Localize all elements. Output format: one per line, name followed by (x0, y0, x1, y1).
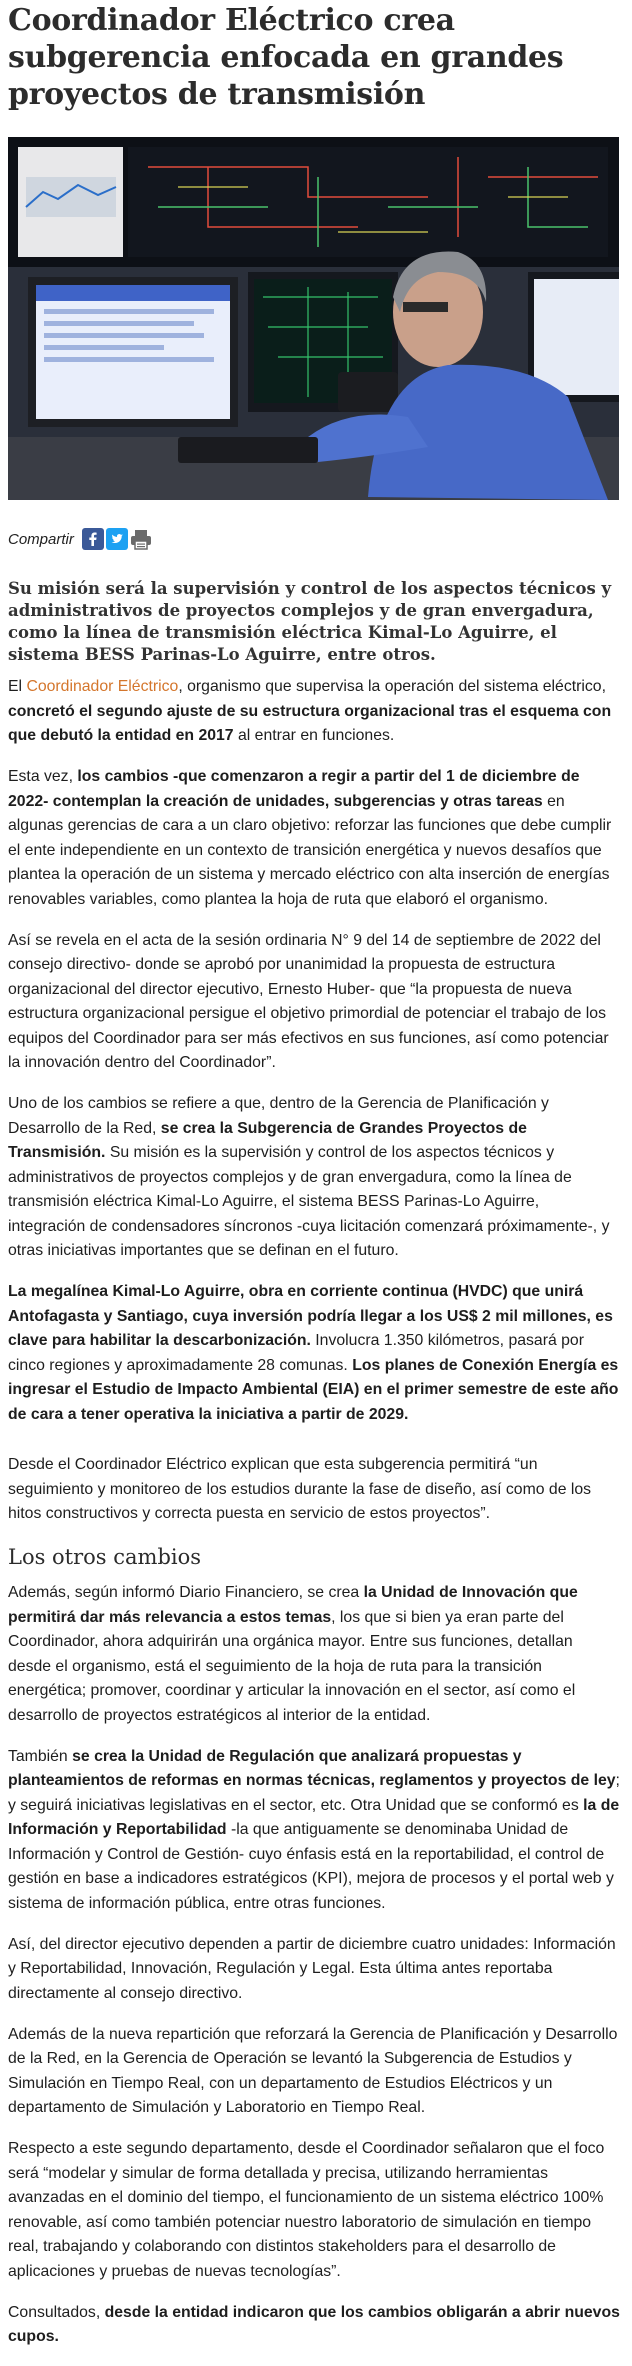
hero-image (8, 137, 619, 500)
paragraph: Respecto a este segundo departamento, desde el Coordinador señalaron que el foco será “modelar y simular de forma detallada y precisa, utilizando herramientas avanzadas en el dominio del tiempo, el funcionamiento de un sistema eléctrico 100% renovable, así como también potenciar nuestro laboratorio de simulación en tiempo real, trabajando y colaborando con distintos stakeholders para el desarrollo de aplicaciones y pruebas de nuevas tecnologías”. (8, 2140, 605, 2280)
paragraph: Así se revela en el acta de la sesión ordinaria N° 9 del 14 de septiembre de 2022 del consejo directivo- donde se aprobó por unanimidad la propuesta de estructura organizacional del director ejecutivo, Ernesto Huber- que “la propuesta de nueva estructura organizacional persigue el objetivo primordial de potenciar el trabajo de los equipos del Coordinador para ser más efectivos en sus funciones, así como potenciar la innovación dentro del Coordinador”. (8, 931, 609, 1071)
share-label: Compartir (8, 530, 74, 548)
article-lede: Su misión será la supervisión y control de los aspectos técnicos y administrativos de proyectos complejos y de gran envergadura, como la línea de transmisión eléctrica Kimal-Lo Aguirre, el sistema BESS Parinas-Lo Aguirre, entre otros. (8, 579, 612, 664)
paragraph: El Coordinador Eléctrico, organismo que supervisa la operación del sistema eléctrico, concretó el segundo ajuste de su estructura organizacional tras el esquema con que debutó la entidad en 2017 al entrar en funciones. (8, 678, 612, 744)
facebook-icon[interactable] (82, 528, 104, 550)
article-title: Coordinador Eléctrico crea subgerencia enfocada en grandes proyectos de transmisión (8, 3, 564, 112)
paragraph: Uno de los cambios se refiere a que, dentro de la Gerencia de Planificación y Desarrollo de la Red, se crea la Subgerencia de Grandes Proyectos de Transmisión. Su misión es la supervisión y control de los aspectos técnicos y administrativos de proyectos complejos y de gran envergadura, como la línea de transmisión eléctrica Kimal-Lo Aguirre, el sistema BESS Parinas-Lo Aguirre, integración de condensadores síncronos -cuya licitación comenzará próximamente-, y otras iniciativas importantes que se definan en el futuro. (8, 1095, 610, 1259)
article-body (8, 675, 620, 2366)
paragraph: Consultados, desde la entidad indicaron que los cambios obligarán a abrir nuevos cupos. (8, 2303, 620, 2345)
section-title: Los otros cambios (8, 1545, 202, 1569)
paragraph: Desde el Coordinador Eléctrico explican que esta subgerencia permitirá “un seguimiento y monitoreo de los estudios durante la fase de diseño, así como de los hitos constructivos y correcta puesta en servicio de estos proyectos”. (8, 1456, 592, 1522)
paragraph: Así, del director ejecutivo dependen a partir de diciembre cuatro unidades: Información y Reportabilidad, Innovación, Regulación y Legal. Esta última antes reportaba directamente al consejo directivo. (8, 1935, 616, 2002)
paragraph: Esta vez, los cambios -que comenzaron a regir a partir del 1 de diciembre de 2022- contemplan la creación de unidades, subgerencias y otras tareas en algunas gerencias de cara a un claro objetivo: reforzar las funciones que debe cumplir el ente independiente en un contexto de transición energética y nuevos desafíos que plantea la operación de un sistema y mercado eléctrico con alta inserción de energías renovables variables, como plantea la hoja de ruta que elaboró el organismo. (8, 768, 612, 908)
coordinador-link[interactable]: Coordinador Eléctrico (26, 678, 179, 695)
paragraph: La megalínea Kimal-Lo Aguirre, obra en corriente continua (HVDC) que unirá Antofagasta y Santiago, cuya inversión podría llegar a los US$ 2 mil millones, es clave para habilitar la descarbonización. Involucra 1.350 kilómetros, pasará por cinco regiones y aproximadamente 28 comunas. Los planes de Conexión Energía es ingresar el Estudio de Impacto Ambiental (EIA) en el primer semestre de este año de cara a tener operativa la iniciativa a partir de 2029. (8, 1283, 619, 1423)
print-icon[interactable] (130, 528, 152, 550)
paragraph: Además de la nueva repartición que reforzará la Gerencia de Planificación y Desarrollo de la Red, en la Gerencia de Operación se levantó la Subgerencia de Estudios y Simulación en Tiempo Real, con un departamento de Estudios Eléctricos y un departamento de Simulación y Laboratorio en Tiempo Real. (8, 2025, 618, 2116)
paragraph: Además, según informó Diario Financiero, se crea la Unidad de Innovación que permitirá dar más relevancia a estos temas, los que si bien ya eran parte del Coordinador, ahora adquirirán una orgánica mayor. Entre sus funciones, detallan desde el organismo, está el seguimiento de la hoja de ruta para la transición energética; promover, coordinar y articular la innovación en el sector, así como el desarrollo de proyectos estratégicos al interior de la entidad. (8, 1584, 578, 1724)
share-bar (8, 528, 152, 550)
twitter-icon[interactable] (106, 528, 128, 550)
paragraph: También se crea la Unidad de Regulación que analizará propuestas y planteamientos de reformas en normas técnicas, reglamentos y proyectos de ley; y seguirá iniciativas legislativas en el sector, etc. Otra Unidad que se conformó es la de Información y Reportabilidad -la que antiguamente se denominaba Unidad de Información y Control de Gestión- cuyo énfasis está en la reportabilidad, el control de gestión en base a indicadores estratégicos (KPI), mejora de procesos y el portal web y sistema de información pública, entre otras funciones. (8, 1747, 620, 1912)
